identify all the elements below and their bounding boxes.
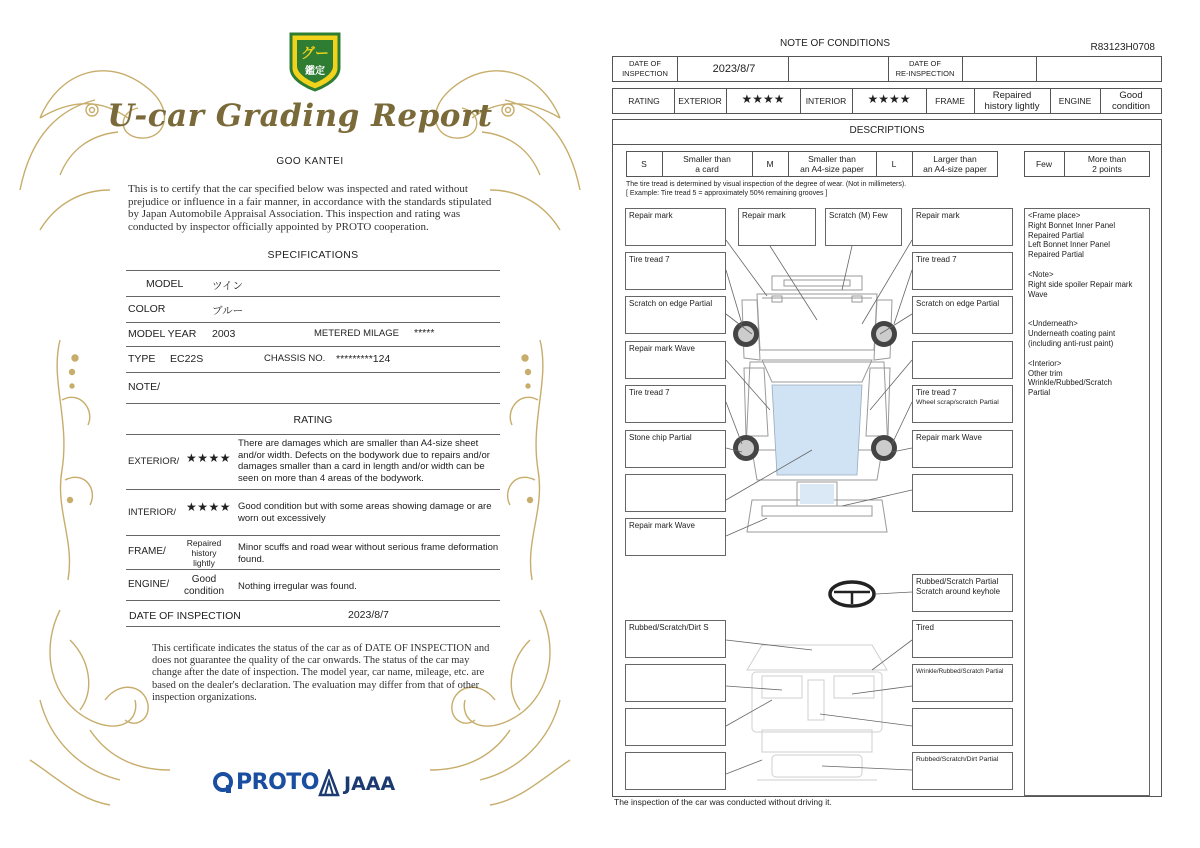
damage-note-box-empty bbox=[912, 341, 1013, 379]
tire-tread-note bbox=[626, 180, 906, 198]
spacer bbox=[1028, 299, 1146, 319]
legend-l: L bbox=[891, 159, 897, 169]
notes-line: Wave bbox=[1028, 289, 1048, 299]
damage-note-box: Tire tread 7 bbox=[912, 252, 1013, 290]
frame-value bbox=[178, 538, 230, 568]
value-line: condition bbox=[1111, 101, 1151, 112]
divider bbox=[126, 270, 500, 271]
legend-line: Smaller than bbox=[808, 154, 856, 164]
interior-description: Good condition but with some areas showing damage or are worn out excessively bbox=[238, 501, 492, 524]
engine-value bbox=[1101, 90, 1161, 112]
notes-line: Right side spoiler Repair mark bbox=[1028, 279, 1133, 289]
notes-line: Repaired Partial bbox=[1028, 250, 1084, 260]
interior-note-box: Wrinkle/Rubbed/Scratch Partial bbox=[912, 664, 1013, 702]
engine-label: ENGINE bbox=[1058, 96, 1092, 106]
legend-line: an A4-size paper bbox=[923, 164, 987, 174]
cell-divider bbox=[1036, 56, 1037, 82]
engine-value bbox=[176, 574, 232, 598]
notes-line: Other trim bbox=[1028, 368, 1063, 378]
certificate-title: U-car Grading Report bbox=[107, 98, 493, 134]
date-inspection-value: 2023/8/7 bbox=[712, 63, 756, 75]
interior-note-box-empty bbox=[625, 664, 726, 702]
notes-line: Wrinkle/Rubbed/Scratch bbox=[1028, 378, 1112, 388]
chassis-value: *********124 bbox=[336, 353, 391, 365]
interior-label: INTERIOR bbox=[805, 96, 847, 106]
damage-note-box: Scratch on edge Partial bbox=[625, 296, 726, 334]
label-line: DATE OF bbox=[629, 59, 661, 68]
notes-heading: <Underneath> bbox=[1028, 319, 1078, 329]
goo-kantei-badge-icon bbox=[287, 30, 343, 92]
color-value: ブルー bbox=[212, 305, 244, 317]
divider bbox=[126, 322, 500, 323]
rating-heading: RATING bbox=[293, 414, 333, 426]
engine-value-line: condition bbox=[183, 586, 225, 597]
engine-value-line: Good bbox=[191, 574, 217, 585]
note-line: Rubbed/Scratch Partial bbox=[916, 577, 999, 586]
spacer bbox=[1028, 260, 1146, 270]
proto-logo-icon bbox=[212, 771, 234, 795]
report-number: R83123H0708 bbox=[1090, 42, 1155, 53]
notes-line: Partial bbox=[1028, 388, 1051, 398]
model-year-label: MODEL YEAR bbox=[128, 328, 197, 340]
frame-description: Minor scuffs and road wear without serious frame deformation found. bbox=[238, 542, 499, 565]
interior-note-box-empty bbox=[912, 708, 1013, 746]
model-year-value: 2003 bbox=[212, 328, 236, 340]
legend-line: Larger than bbox=[933, 154, 977, 164]
engine-description: Nothing irregular was found. bbox=[238, 581, 357, 592]
badge-text-top: グー bbox=[301, 46, 329, 62]
cell-divider bbox=[788, 56, 789, 82]
date-of-inspection-label: DATE OF INSPECTION bbox=[129, 610, 241, 622]
frame-value bbox=[975, 90, 1049, 112]
notes-line: Repaired Partial bbox=[1028, 230, 1084, 240]
badge-text-bottom: 鑑定 bbox=[305, 66, 325, 77]
interior-label: INTERIOR/ bbox=[128, 507, 177, 518]
exterior-label: EXTERIOR/ bbox=[128, 456, 180, 467]
date-inspection-label bbox=[614, 59, 676, 79]
legend-line: a card bbox=[695, 164, 719, 174]
legend-line: 2 points bbox=[1092, 164, 1122, 174]
exterior-stars: ★★★★ bbox=[741, 92, 785, 106]
frame-value-line: Repaired bbox=[186, 538, 222, 548]
interior-note-box: Tired bbox=[912, 620, 1013, 658]
legend-m: M bbox=[766, 159, 774, 169]
legend-few-desc bbox=[1065, 154, 1149, 174]
damage-note-box: Tire tread 7 bbox=[625, 385, 726, 423]
notes-line: (including anti-rust paint) bbox=[1028, 338, 1114, 348]
type-value: EC22S bbox=[170, 353, 204, 365]
interior-stars: ★★★★ bbox=[867, 92, 911, 106]
note-line: Wheel scrap/scratch Partial bbox=[916, 399, 999, 406]
jaaa-logo-icon bbox=[318, 769, 340, 797]
interior-note-box-empty bbox=[625, 708, 726, 746]
divider bbox=[126, 346, 500, 347]
divider bbox=[126, 403, 500, 404]
jaaa-logo-text: JAAA bbox=[344, 773, 396, 795]
condition-notes-panel bbox=[1024, 208, 1150, 796]
descriptions-heading: DESCRIPTIONS bbox=[849, 125, 925, 136]
notes-line: Underneath coating paint bbox=[1028, 329, 1116, 339]
divider bbox=[126, 489, 500, 490]
notes-heading: <Frame place> bbox=[1028, 211, 1081, 220]
damage-note-box-empty bbox=[912, 474, 1013, 512]
damage-note-box: Repair mark Wave bbox=[625, 518, 726, 556]
damage-note-box bbox=[912, 385, 1013, 423]
exterior-label: EXTERIOR bbox=[678, 96, 722, 106]
interior-note-box: Rubbed/Scratch/Dirt Partial bbox=[912, 752, 1013, 790]
divider bbox=[612, 144, 1162, 145]
label-line: INSPECTION bbox=[622, 69, 668, 78]
sheet-footer-note: The inspection of the car was conducted without driving it. bbox=[614, 797, 832, 807]
legend-few: Few bbox=[1035, 159, 1053, 169]
metered-mileage-value: ***** bbox=[414, 327, 435, 339]
interior-note-box: Rubbed/Scratch/Dirt S bbox=[625, 620, 726, 658]
notes-line: Left Bonnet Inner Panel bbox=[1028, 240, 1110, 250]
value-line: history lightly bbox=[984, 101, 1040, 112]
damage-note-box: Repair mark Wave bbox=[912, 430, 1013, 468]
legend-l-desc bbox=[913, 154, 997, 174]
legend-line: More than bbox=[1087, 154, 1127, 164]
divider bbox=[126, 626, 500, 627]
spacer bbox=[1028, 349, 1146, 359]
interior-note-box-empty bbox=[625, 752, 726, 790]
damage-note-box: Scratch on edge Partial bbox=[912, 296, 1013, 334]
frame-value-line: lightly bbox=[193, 558, 215, 568]
exterior-stars: ★★★★ bbox=[186, 451, 232, 465]
reinspection-label bbox=[889, 59, 961, 79]
legend-line: an A4-size paper bbox=[800, 164, 864, 174]
date-of-inspection-value: 2023/8/7 bbox=[348, 609, 389, 621]
damage-note-box: Scratch (M) Few bbox=[825, 208, 902, 246]
frame-label: FRAME bbox=[935, 96, 965, 106]
model-label: MODEL bbox=[146, 278, 184, 290]
value-line: Good bbox=[1119, 90, 1143, 101]
legend-m-desc bbox=[789, 154, 875, 174]
damage-note-box: Repair mark bbox=[738, 208, 816, 246]
divider bbox=[126, 569, 500, 570]
damage-note-box-empty bbox=[625, 474, 726, 512]
color-label: COLOR bbox=[128, 303, 166, 315]
certificate-intro: This is to certify that the car specified below was inspected and rated without prejudice or influence in a fair manner, in accordance with the standards stipulated by Japan Automobile Appraisal Association. This inspection and rating was conducted by inspector officially appointed by PROTO cooperation. bbox=[128, 183, 492, 233]
damage-note-box: Repair mark bbox=[912, 208, 1013, 246]
legend-s-desc bbox=[663, 154, 751, 174]
note-line: Scratch around keyhole bbox=[916, 587, 1001, 596]
damage-note-box: Repair mark Wave bbox=[625, 341, 726, 379]
engine-label: ENGINE/ bbox=[128, 579, 170, 590]
divider bbox=[126, 535, 500, 536]
divider bbox=[126, 434, 500, 435]
type-label: TYPE bbox=[128, 353, 156, 365]
label-line: DATE OF bbox=[909, 59, 941, 68]
damage-note-box: Stone chip Partial bbox=[625, 430, 726, 468]
divider bbox=[126, 600, 500, 601]
label-line: RE-INSPECTION bbox=[895, 69, 955, 78]
exterior-description: There are damages which are smaller than A4-size sheet and/or width. Defects on the bodywork due to repairs and/or damages smaller than a card in length and/or width can be seen on more than 4 areas of the bodywork. bbox=[238, 438, 490, 484]
note-line: Tire tread 7 bbox=[916, 388, 957, 397]
model-value: ツイン bbox=[212, 280, 243, 292]
divider bbox=[126, 296, 500, 297]
note-label: NOTE/ bbox=[128, 381, 161, 393]
legend-s: S bbox=[641, 159, 647, 169]
rating-label: RATING bbox=[628, 96, 660, 106]
notes-heading: <Interior> bbox=[1028, 358, 1062, 368]
damage-note-box: Repair mark bbox=[625, 208, 726, 246]
frame-value-line: history bbox=[191, 548, 217, 558]
specifications-heading: SPECIFICATIONS bbox=[267, 249, 359, 261]
proto-logo-text: PROTO bbox=[236, 770, 319, 795]
legend-line: Smaller than bbox=[683, 154, 731, 164]
tread-note-line: The tire tread is determined by visual inspection of the degree of wear. (Not in millimeters). bbox=[626, 181, 907, 188]
certificate-subtitle: GOO KANTEI bbox=[276, 156, 344, 167]
interior-stars: ★★★★ bbox=[186, 500, 232, 514]
value-line: Repaired bbox=[992, 90, 1032, 101]
damage-note-box bbox=[912, 574, 1013, 612]
certificate-footer: This certificate indicates the status of the car as of DATE OF INSPECTION and does not guarantee the quality of the car onwards. The status of the car may change after the date of inspection. The model year, car name, mileage, etc. are based on the dealer's declaration. The evaluation may differ from that of other inspection organizations. bbox=[152, 643, 490, 703]
sheet-title: NOTE OF CONDITIONS bbox=[780, 38, 890, 49]
cell-divider bbox=[962, 56, 963, 82]
divider bbox=[126, 372, 500, 373]
chassis-label: CHASSIS NO. bbox=[264, 353, 326, 364]
frame-label: FRAME/ bbox=[128, 546, 166, 557]
notes-line: Right Bonnet Inner Panel bbox=[1028, 220, 1116, 230]
metered-mileage-label: METERED MILAGE bbox=[314, 328, 399, 339]
tread-note-line: [ Example: Tire tread 5 = approximately 50% remaining grooves ] bbox=[626, 190, 828, 197]
notes-heading: <Note> bbox=[1028, 269, 1054, 279]
damage-note-box: Tire tread 7 bbox=[625, 252, 726, 290]
